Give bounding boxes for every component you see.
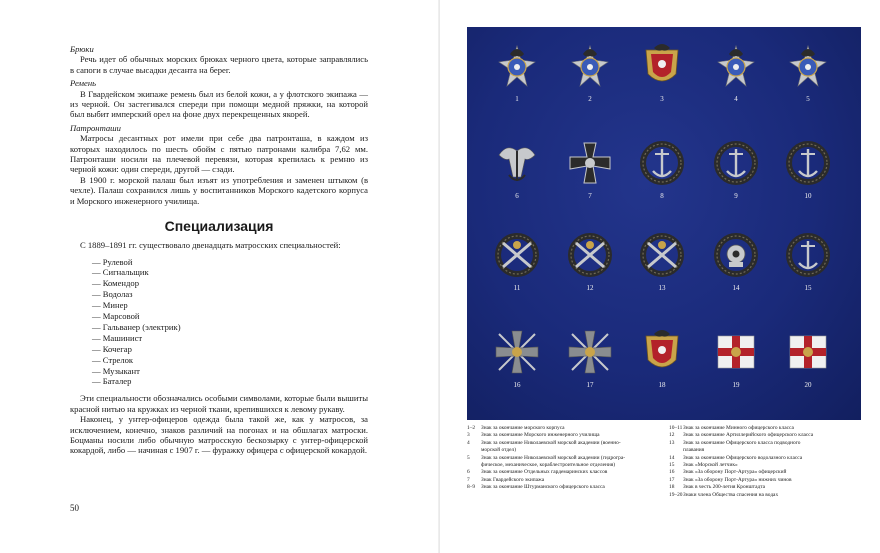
page-number: 50 xyxy=(70,503,79,513)
subsection-heading: Брюки xyxy=(70,44,94,54)
caption-number: 10–11 xyxy=(669,425,683,431)
caption-text: Знак за окончание Артиллерийского офицерского класса xyxy=(683,432,814,439)
caption-row xyxy=(467,447,663,454)
paragraph: Матросы десантных рот имели при себе два патронташа, в каждом из которых находилось по шесть обойм с пятью патронами калибра 7,62 мм. Патронташи носили на плечевой перевязи, которая крепилась к ремню из черной кожи: один спереди, другой — сзади. xyxy=(70,133,368,175)
badge-number: 16 xyxy=(513,381,521,389)
caption-text: Знак за окончание Отдельных гардемаринских классов xyxy=(481,469,608,476)
badge-17 xyxy=(564,326,616,378)
text-block xyxy=(70,44,368,456)
caption-text: Знак «За оборону Порт-Артура» нижних чинов xyxy=(683,476,792,483)
caption-row xyxy=(669,455,863,462)
list-item: — Гальванер (электрик) xyxy=(92,321,181,332)
subsection-heading: Патронташи xyxy=(70,122,121,133)
badge-10 xyxy=(782,137,834,189)
caption-number: 4 xyxy=(467,439,470,446)
badge-9 xyxy=(710,137,762,189)
caption-text: Знак за окончание Офицерского класса подводного xyxy=(683,439,801,446)
badge-13 xyxy=(636,229,688,281)
caption-number: 13 xyxy=(669,439,675,446)
badge-4 xyxy=(710,40,762,92)
caption-text: Знак за окончание Николаевской морской академии (гидрогра- xyxy=(481,454,626,461)
list-item: — Стрелок xyxy=(92,354,134,365)
caption-text: Знак в честь 200-летия Кронштадта xyxy=(683,484,766,491)
caption-row xyxy=(467,432,663,439)
badge-number: 5 xyxy=(806,95,810,103)
badge-20 xyxy=(782,326,834,378)
caption-number xyxy=(467,447,481,454)
badge-12 xyxy=(564,229,616,281)
caption-row xyxy=(669,484,863,491)
list-item: — Машинист xyxy=(92,332,143,343)
badge-5 xyxy=(782,40,834,92)
badge-19 xyxy=(710,326,762,378)
caption-row xyxy=(467,462,663,469)
badge-number: 9 xyxy=(734,192,738,200)
list-item: — Баталер xyxy=(92,376,132,387)
paragraph: Эти специальности обозначались особыми символами, которые были вышиты красной нитью на кружках из черной ткани, крепившихся к левому рукаву. xyxy=(70,393,368,414)
caption-number: 12 xyxy=(669,432,675,439)
caption-row xyxy=(467,425,663,432)
list-item: — Музыкант xyxy=(92,365,140,376)
subsection-heading: Ремень xyxy=(70,78,97,89)
badge-number: 10 xyxy=(804,192,812,200)
caption-number: 15 xyxy=(669,462,675,469)
caption-row xyxy=(669,477,863,484)
section-title: Специализация xyxy=(164,218,274,235)
caption-number: 1–2 xyxy=(467,425,476,431)
badge-1 xyxy=(491,40,543,92)
caption-text: Знак за окончание Минного офицерского класса xyxy=(683,425,794,431)
badge-3 xyxy=(636,40,688,92)
caption-text: плавания xyxy=(683,447,705,454)
list-item: — Водолаз xyxy=(92,289,133,300)
caption-row xyxy=(669,447,863,454)
caption-row xyxy=(467,455,663,462)
caption-number: 17 xyxy=(669,476,675,483)
caption-text: Знак за окончание Морского инженерного училища xyxy=(481,432,600,439)
badge-number: 12 xyxy=(586,284,594,292)
caption-number xyxy=(467,462,481,469)
captions-left-column xyxy=(467,425,663,492)
paragraph: Наконец, у унтер-офицеров одежда была такой же, как у матросов, за исключением, конечно, знаков различий на погонах и на обшлагах матроски. Боцманы носили либо обычную матросскую бескозырку с унтер-офицерской кокардой, либо — начиная с 1907 г. — фуражку офицера с офицерской кокардой. xyxy=(70,414,368,456)
specialties-list xyxy=(70,257,368,388)
badge-number: 18 xyxy=(658,381,666,389)
badge-16 xyxy=(491,326,543,378)
badge-number: 4 xyxy=(734,95,738,103)
list-item: — Кочегар xyxy=(92,343,132,354)
badge-number: 7 xyxy=(588,192,592,200)
paragraph: В Гвардейском экипаже ремень был из белой кожи, а у флотского экипажа — из черной. Он застегивался спереди при помощи медной пряжки, на которой был выбит имперский орел на фоне двух перекрещенных якорей. xyxy=(70,88,368,120)
caption-row xyxy=(669,440,863,447)
badge-14 xyxy=(710,229,762,281)
badge-15 xyxy=(782,229,834,281)
badge-number: 17 xyxy=(586,381,594,389)
caption-row xyxy=(467,469,663,476)
badge-number: 6 xyxy=(515,192,519,200)
list-item: — Рулевой xyxy=(92,256,133,267)
badge-number: 19 xyxy=(732,381,740,389)
badge-number: 3 xyxy=(660,95,664,103)
caption-number: 18 xyxy=(669,484,675,491)
badge-plate xyxy=(467,27,861,420)
badge-number: 20 xyxy=(804,381,812,389)
badge-18 xyxy=(636,326,688,378)
caption-text: фическое, механическое, кораблестроительное отделения) xyxy=(481,462,616,469)
list-item: — Комендор xyxy=(92,278,139,289)
list-item: — Минер xyxy=(92,300,128,311)
badge-number: 14 xyxy=(732,284,740,292)
list-item: — Сигнальщик xyxy=(92,267,149,278)
badge-2 xyxy=(564,40,616,92)
caption-number: 3 xyxy=(467,432,470,439)
caption-number: 5 xyxy=(467,454,470,461)
paragraph: В 1900 г. морской палаш был изъят из употребления и заменен штыком (в чехле). Палаш сохранился лишь у воспитанников Морского кадетского корпуса и Морского инженерного училища. xyxy=(70,174,368,206)
badge-number: 15 xyxy=(804,284,812,292)
badge-6 xyxy=(491,137,543,189)
caption-number: 6 xyxy=(467,469,470,476)
caption-text: Знак за окончание Николаевской морской академии (военно- xyxy=(481,439,621,446)
caption-row xyxy=(669,432,863,439)
caption-number: 7 xyxy=(467,476,470,483)
badge-number: 13 xyxy=(658,284,666,292)
paragraph: Речь идет об обычных морских брюках черного цвета, которые заправлялись в сапоги в случае высадки десанта на берег. xyxy=(70,54,368,75)
caption-text: морской отдел) xyxy=(481,447,516,454)
captions-right-column xyxy=(669,425,863,499)
caption-row xyxy=(669,469,863,476)
caption-text: Знак за окончание Штурманского офицерского класса xyxy=(481,484,605,491)
badge-number: 1 xyxy=(515,95,519,103)
caption-text: Знак «Морской летчик» xyxy=(683,462,738,469)
caption-number: 8–9 xyxy=(467,484,476,491)
caption-number xyxy=(669,447,683,454)
badge-number: 11 xyxy=(513,284,521,292)
caption-text: Знак за окончание морского корпуса xyxy=(481,425,565,431)
caption-text: Знак «За оборону Порт-Артура» офицерский xyxy=(683,469,787,476)
caption-text: Знак за окончание Офицерского водолазного класса xyxy=(683,454,803,461)
caption-text: Знак Гвардейского экипажа xyxy=(481,476,545,483)
list-item: — Марсовой xyxy=(92,311,140,322)
badge-8 xyxy=(636,137,688,189)
caption-row xyxy=(669,492,863,499)
caption-number: 14 xyxy=(669,454,675,461)
caption-row xyxy=(467,484,663,491)
caption-number: 16 xyxy=(669,469,675,476)
badge-number: 2 xyxy=(588,95,592,103)
caption-number: 19–20 xyxy=(669,491,683,498)
caption-text: Знаки члена Общества спасения на водах xyxy=(683,491,779,498)
badge-7 xyxy=(564,137,616,189)
badge-11 xyxy=(491,229,543,281)
badge-number: 8 xyxy=(660,192,664,200)
specialties-intro: С 1889–1891 гг. существовало двенадцать матросских специальностей: xyxy=(80,240,341,251)
